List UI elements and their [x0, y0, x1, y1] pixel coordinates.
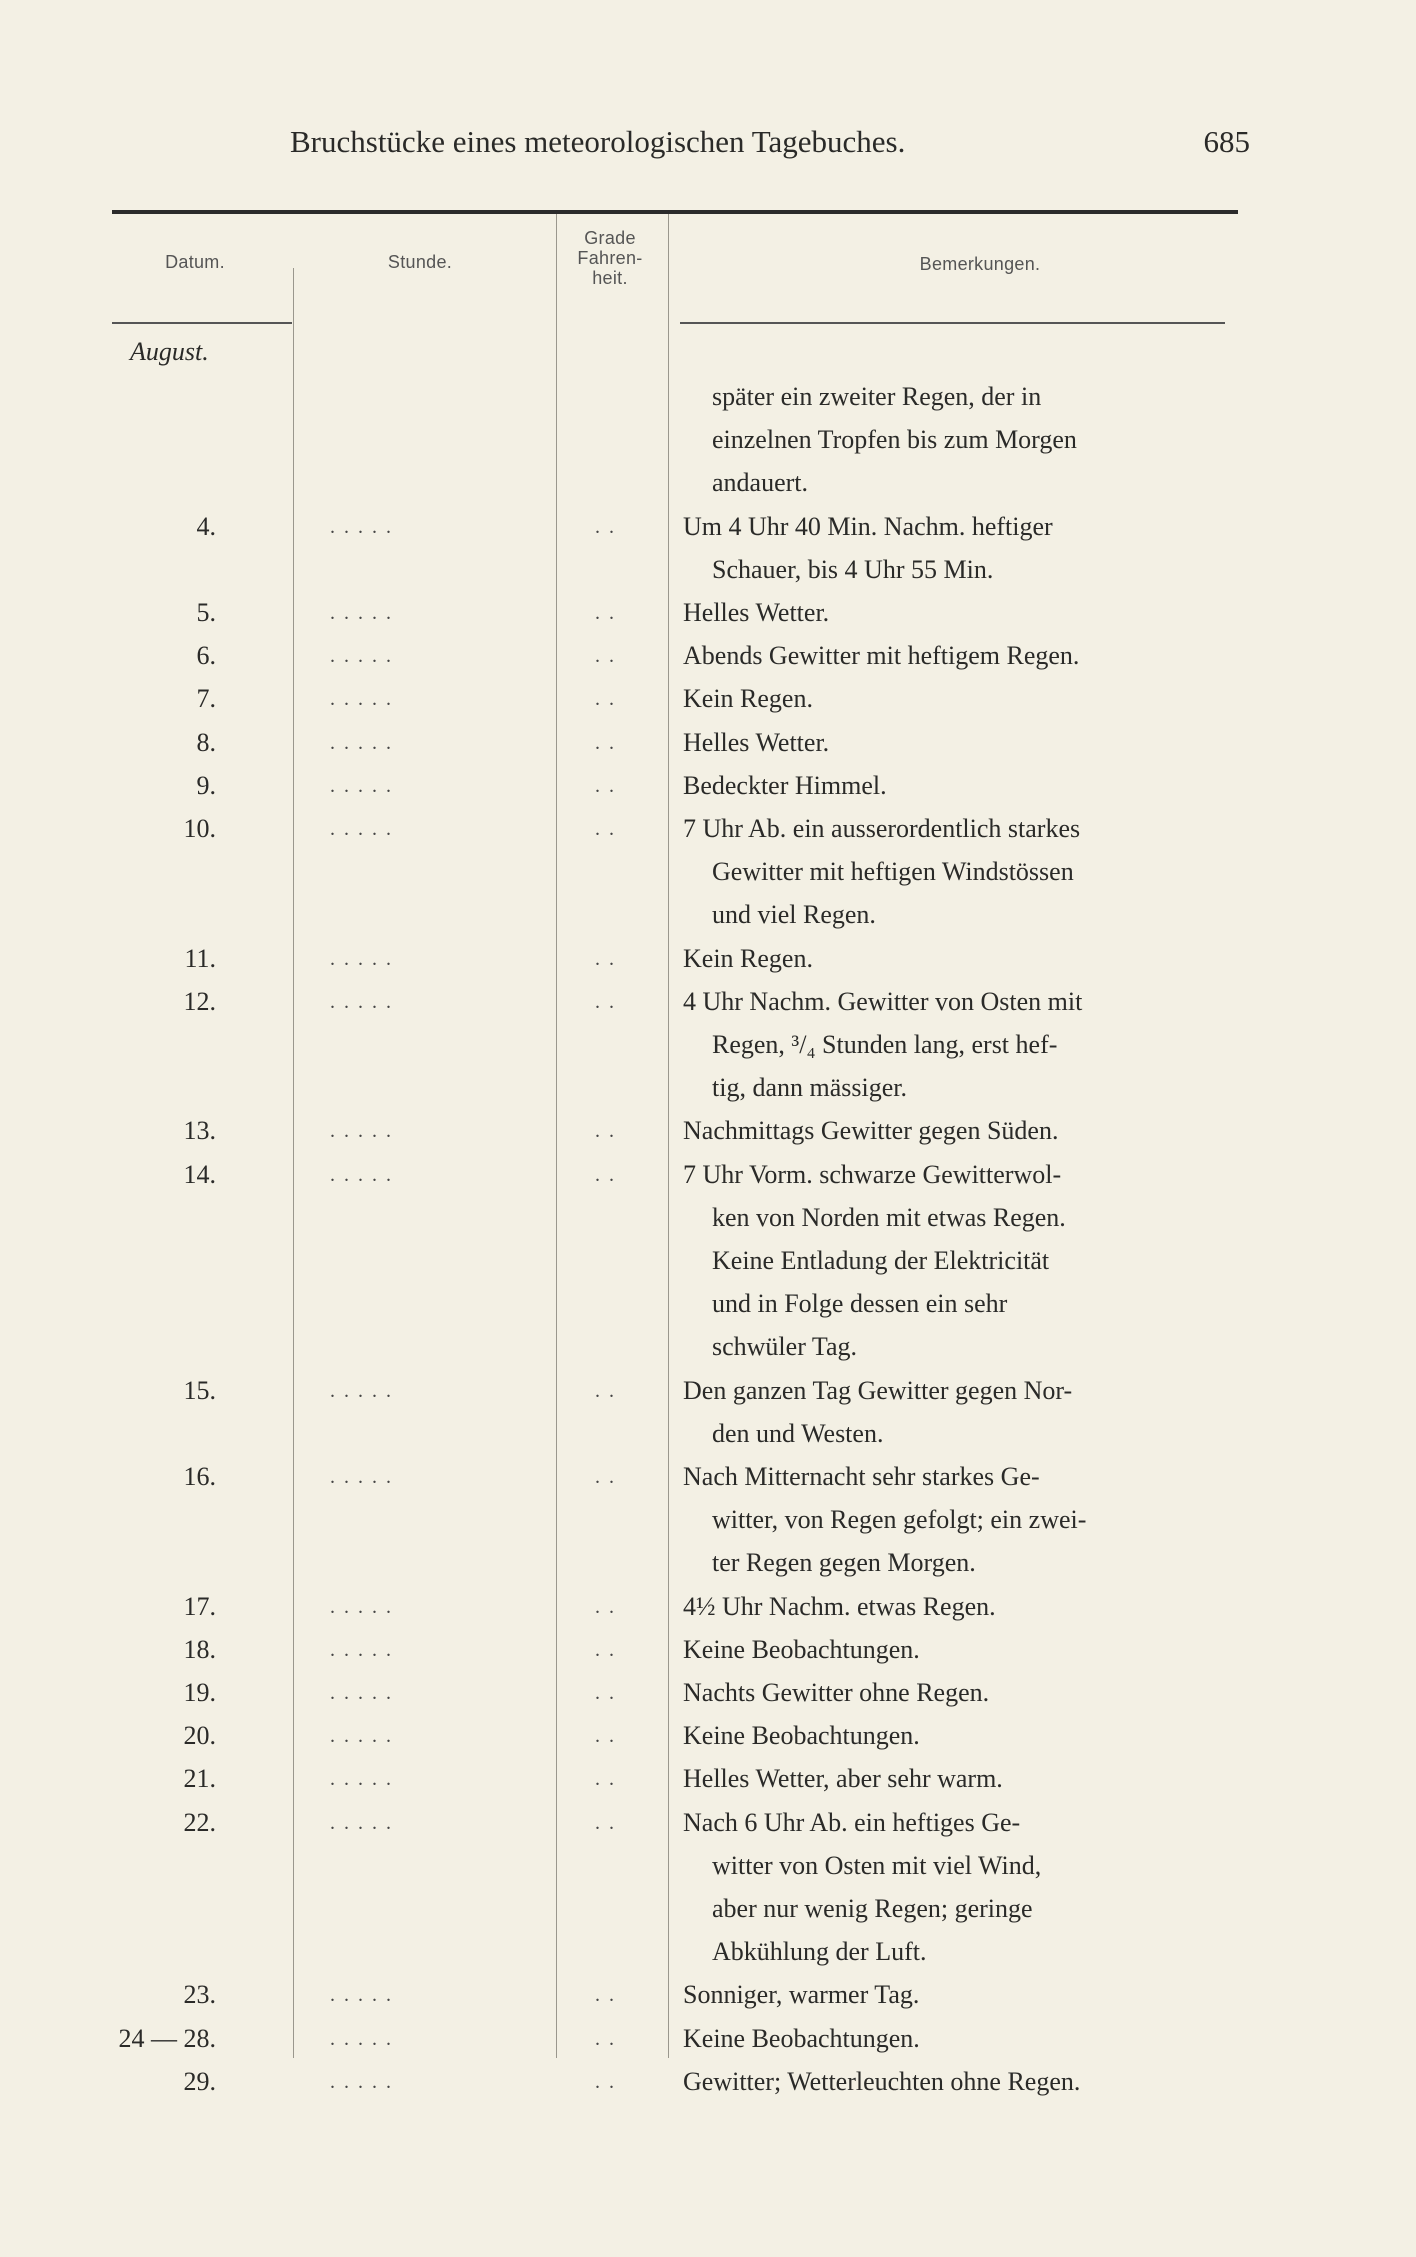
leader-dots: .. [595, 818, 623, 840]
page-number: 685 [1203, 124, 1250, 159]
row-date: 24 — 28. [118, 2024, 216, 2053]
leader-dots: .. [595, 1682, 623, 1704]
row-remark: Schauer, bis 4 Uhr 55 Min. [712, 555, 994, 584]
column-header-grade: Grade Fahren- heit. [577, 228, 643, 288]
row-remark: Helles Wetter. [683, 728, 830, 757]
table-row [0, 1845, 1416, 1887]
table-row [0, 1629, 1416, 1671]
row-remark: Helles Wetter. [683, 598, 830, 627]
table-row [0, 635, 1416, 677]
table-row [0, 808, 1416, 850]
row-remark: Gewitter; Wetterleuchten ohne Regen. [683, 2067, 1081, 2096]
leader-dots: ..... [330, 1466, 400, 1488]
row-remark: ken von Norden mit etwas Regen. [712, 1203, 1066, 1232]
leader-dots: .. [595, 991, 623, 1013]
row-remark: Regen, ³/₄ Stunden lang, erst hef- [712, 1030, 1058, 1059]
table-row [0, 1974, 1416, 2016]
row-remark: Nach Mitternacht sehr starkes Ge- [683, 1462, 1040, 1491]
leader-dots: ..... [330, 1768, 400, 1790]
table-row [0, 722, 1416, 764]
running-header [290, 124, 1250, 168]
table-row [0, 419, 1416, 461]
leader-dots: .. [595, 948, 623, 970]
row-date: 19. [183, 1678, 216, 1707]
month-label: August. [130, 337, 209, 366]
header-rule-left [112, 322, 292, 324]
row-date: 11. [184, 944, 216, 973]
row-date: 29. [183, 2067, 216, 2096]
header-rule-right [680, 322, 1225, 324]
row-remark: einzelnen Tropfen bis zum Morgen [712, 425, 1077, 454]
leader-dots: .. [595, 602, 623, 624]
row-date: 15. [183, 1376, 216, 1405]
leader-dots: ..... [330, 1639, 400, 1661]
leader-dots: .. [595, 1725, 623, 1747]
table-row [0, 1499, 1416, 1541]
table-row [0, 592, 1416, 634]
leader-dots: .. [595, 2028, 623, 2050]
leader-dots: .. [595, 1164, 623, 1186]
column-header-bemerkungen: Bemerkungen. [919, 254, 1041, 274]
leader-dots: ..... [330, 1812, 400, 1834]
row-remark: 7 Uhr Vorm. schwarze Gewitterwol- [683, 1160, 1062, 1189]
table-row [0, 1110, 1416, 1152]
leader-dots: ..... [330, 1596, 400, 1618]
row-remark: aber nur wenig Regen; geringe [712, 1894, 1033, 1923]
row-date: 4. [196, 512, 216, 541]
leader-dots: ..... [330, 818, 400, 840]
row-remark: Den ganzen Tag Gewitter gegen Nor- [683, 1376, 1073, 1405]
table-row [0, 981, 1416, 1023]
table-row [0, 1758, 1416, 1800]
leader-dots: ..... [330, 1120, 400, 1142]
leader-dots: .. [595, 1768, 623, 1790]
leader-dots: ..... [330, 948, 400, 970]
table-row [0, 938, 1416, 980]
table-row [0, 765, 1416, 807]
row-date: 13. [183, 1116, 216, 1145]
table-row [0, 1802, 1416, 1844]
table-row [0, 1586, 1416, 1628]
leader-dots: .. [595, 516, 623, 538]
table-row [0, 1542, 1416, 1584]
leader-dots: .. [595, 775, 623, 797]
leader-dots: ..... [330, 1380, 400, 1402]
row-remark: Nach 6 Uhr Ab. ein heftiges Ge- [683, 1808, 1021, 1837]
row-remark: Keine Beobachtungen. [683, 1721, 920, 1750]
leader-dots: ..... [330, 1725, 400, 1747]
row-date: 21. [183, 1764, 216, 1793]
table-row [0, 2061, 1416, 2103]
leader-dots: ..... [330, 1682, 400, 1704]
table-row [0, 1067, 1416, 1109]
table-row [0, 1283, 1416, 1325]
row-remark: Um 4 Uhr 40 Min. Nachm. heftiger [683, 512, 1053, 541]
table-row [0, 678, 1416, 720]
leader-dots: ..... [330, 645, 400, 667]
row-date: 20. [183, 1721, 216, 1750]
row-date: 12. [183, 987, 216, 1016]
table-row [0, 1931, 1416, 1973]
row-date: 17. [183, 1592, 216, 1621]
table-row [0, 1715, 1416, 1757]
row-remark: und in Folge dessen ein sehr [712, 1289, 1008, 1318]
row-remark: witter von Osten mit viel Wind, [712, 1851, 1042, 1880]
row-remark: tig, dann mässiger. [712, 1073, 907, 1102]
leader-dots: .. [595, 1984, 623, 2006]
leader-dots: ..... [330, 2028, 400, 2050]
row-remark: Keine Entladung der Elektricität [712, 1246, 1050, 1275]
row-remark: Nachmittags Gewitter gegen Süden. [683, 1116, 1059, 1145]
leader-dots: ..... [330, 991, 400, 1013]
row-remark: Abkühlung der Luft. [712, 1937, 927, 1966]
table-row [0, 851, 1416, 893]
row-date: 5. [196, 598, 216, 627]
table-row [0, 1240, 1416, 1282]
row-date: 23. [183, 1980, 216, 2009]
leader-dots: .. [595, 2071, 623, 2093]
table-row [0, 1326, 1416, 1368]
row-remark: 7 Uhr Ab. ein ausserordentlich starkes [683, 814, 1081, 843]
table-row [0, 1154, 1416, 1196]
row-date: 6. [196, 641, 216, 670]
table-row [0, 1024, 1416, 1066]
row-date: 16. [183, 1462, 216, 1491]
leader-dots: .. [595, 688, 623, 710]
row-date: 18. [183, 1635, 216, 1664]
top-rule [112, 210, 1238, 214]
table-row [0, 506, 1416, 548]
table-row [0, 1197, 1416, 1239]
running-title: Bruchstücke eines meteorologischen Tagebuches. [290, 124, 906, 159]
table-row [0, 1672, 1416, 1714]
row-remark: Helles Wetter, aber sehr warm. [683, 1764, 1003, 1793]
row-date: 8. [196, 728, 216, 757]
row-remark: schwüler Tag. [712, 1332, 857, 1361]
row-remark: Gewitter mit heftigen Windstössen [712, 857, 1074, 886]
table-row [0, 549, 1416, 591]
table-row [0, 376, 1416, 418]
leader-dots: ..... [330, 1984, 400, 2006]
table-row [0, 462, 1416, 504]
column-header-stunde: Stunde. [387, 252, 453, 272]
leader-dots: ..... [330, 1164, 400, 1186]
row-date: 14. [183, 1160, 216, 1189]
leader-dots: .. [595, 1812, 623, 1834]
leader-dots: .. [595, 1120, 623, 1142]
leader-dots: ..... [330, 688, 400, 710]
row-date: 7. [196, 684, 216, 713]
row-remark: ter Regen gegen Morgen. [712, 1548, 976, 1577]
row-remark: später ein zweiter Regen, der in [712, 382, 1042, 411]
row-remark: Sonniger, warmer Tag. [683, 1980, 920, 2009]
leader-dots: .. [595, 1466, 623, 1488]
row-date: 22. [183, 1808, 216, 1837]
row-remark: Keine Beobachtungen. [683, 2024, 920, 2053]
leader-dots: ..... [330, 516, 400, 538]
table-row [0, 1413, 1416, 1455]
row-remark: Nachts Gewitter ohne Regen. [683, 1678, 990, 1707]
row-remark: witter, von Regen gefolgt; ein zwei- [712, 1505, 1087, 1534]
leader-dots: ..... [330, 2071, 400, 2093]
row-date: 9. [196, 771, 216, 800]
column-header-datum: Datum. [165, 252, 225, 272]
leader-dots: ..... [330, 775, 400, 797]
leader-dots: .. [595, 732, 623, 754]
row-date: 10. [183, 814, 216, 843]
leader-dots: .. [595, 1380, 623, 1402]
row-remark: Bedeckter Himmel. [683, 771, 887, 800]
leader-dots: .. [595, 1596, 623, 1618]
leader-dots: .. [595, 645, 623, 667]
row-remark: andauert. [712, 468, 809, 497]
table-row [0, 1888, 1416, 1930]
row-remark: und viel Regen. [712, 900, 876, 929]
leader-dots: ..... [330, 602, 400, 624]
row-remark: Kein Regen. [683, 684, 813, 713]
row-remark: 4 Uhr Nachm. Gewitter von Osten mit [683, 987, 1083, 1016]
table-row [0, 1370, 1416, 1412]
row-remark: 4½ Uhr Nachm. etwas Regen. [683, 1592, 996, 1621]
table-row [0, 2018, 1416, 2060]
row-remark: Keine Beobachtungen. [683, 1635, 920, 1664]
row-remark: Abends Gewitter mit heftigem Regen. [683, 641, 1080, 670]
leader-dots: ..... [330, 732, 400, 754]
leader-dots: .. [595, 1639, 623, 1661]
row-remark: Kein Regen. [683, 944, 813, 973]
table-row [0, 894, 1416, 936]
row-remark: den und Westen. [712, 1419, 884, 1448]
table-row [0, 1456, 1416, 1498]
